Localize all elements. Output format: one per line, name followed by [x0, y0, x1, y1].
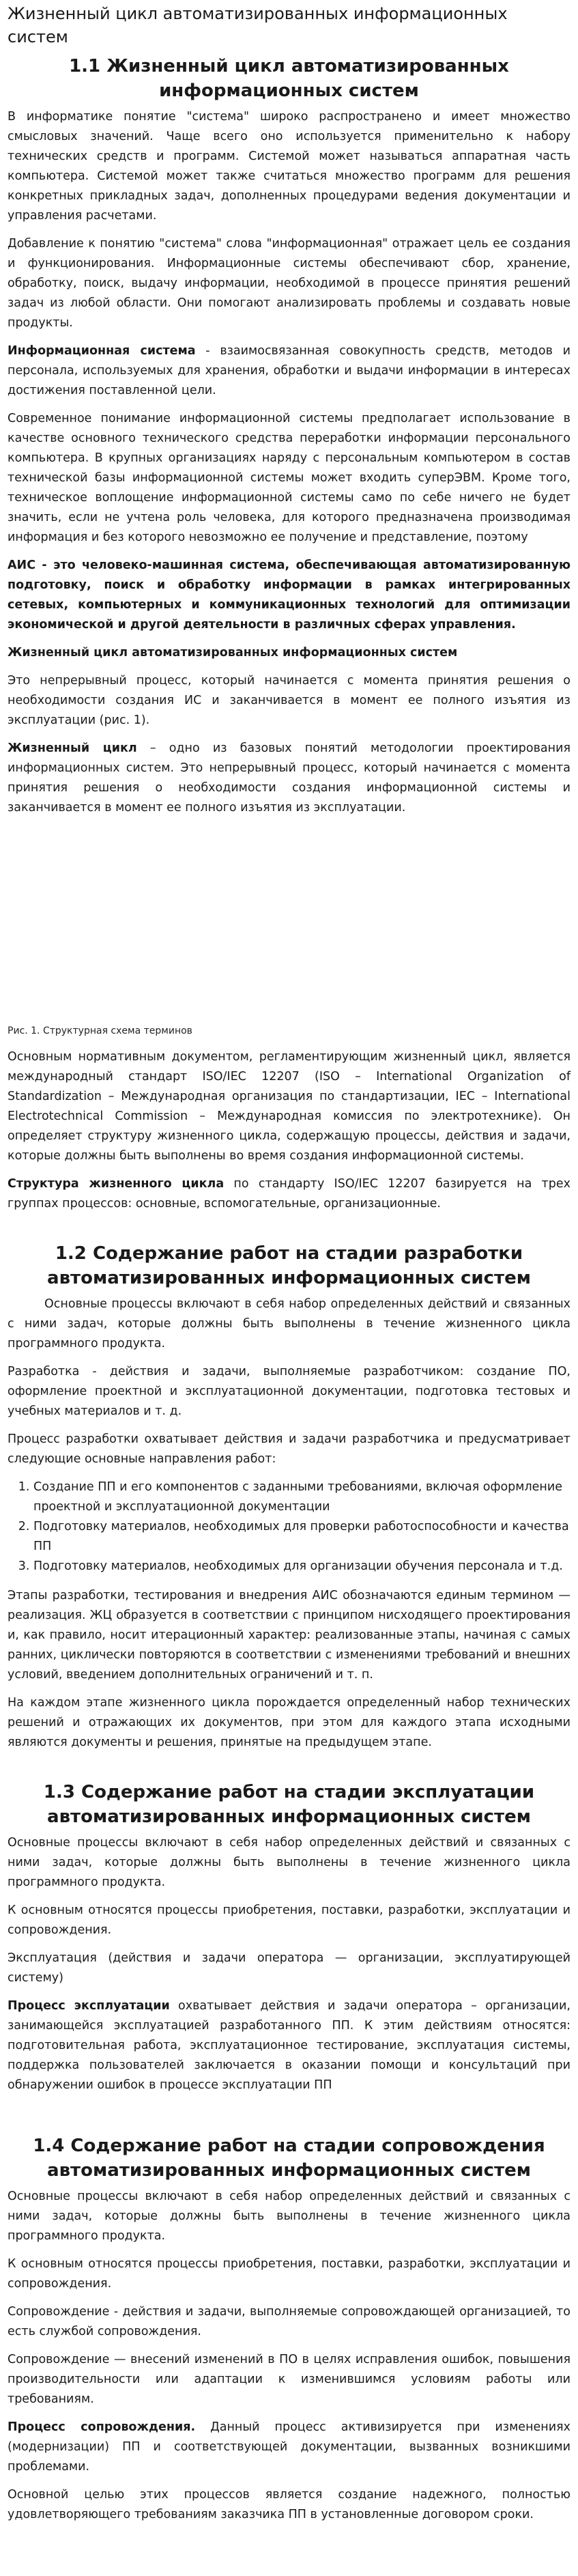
section-2-paragraph: Процесс разработки охватывает действия и задачи разработчика и предусматривает следующие основные направления работ: — [8, 1432, 570, 1466]
section-1-paragraph: Основным нормативным документом, регламентирующим жизненный цикл, является международный стандарт ISO/IEC 12207 (ISO – International Organization of Standardization – Международная организация по стандартизации, IEC – International Electrotechnical Commission – Международная комиссия по электротехнике). Он определяет структуру жизненного цикла, содержащую процессы, действия и задачи, которые должны быть выполнены во время создания информационной системы. — [8, 1050, 570, 1163]
section-3-paragraph — [8, 1996, 570, 2095]
section-1-paragraph: Добавление к понятию "система" слова "информационная" отражает цель ее создания и функционирования. Информационные системы обеспечивают сбор, хранение, обработку, поиск, выдачу информации, необходимой в процессе принятия решений задач из любой области. Они помогают анализировать проблемы и создавать новые продукты. — [8, 237, 570, 330]
section-2-paragraph: Разработка - действия и задачи, выполняемые разработчиком: создание ПО, оформление проектной и эксплуатационной документации, подготовка тестовых и учебных материалов и т. д. — [8, 1365, 570, 1418]
term-bold: Информационная система — [8, 344, 196, 358]
section-4-paragraph: Сопровождение — внесений изменений в ПО в целях исправления ошибок, повышения производительности или адаптации к изменившимся условиям работы или требованиям. — [8, 2353, 570, 2406]
section-1-paragraph: В информатике понятие "система" широко распространено и имеет множество смысловых значений. Чаще всего оно используется применительно к набору технических средств и программ. Системой может называться аппаратная часть компьютера. Системой может также считаться множество программ для решения конкретных прикладных задач, дополненных процедурами ведения документации и управления расчетами. — [8, 110, 570, 223]
section-1-paragraph — [8, 739, 570, 818]
section-4-paragraph — [8, 2418, 570, 2477]
section-1-paragraph: Это непрерывный процесс, который начинается с момента принятия решения о необходимости создания ИС и заканчивается в момент ее полного изъятия из эксплуатации (рис. 1). — [8, 674, 570, 727]
section-2-paragraph: На каждом этапе жизненного цикла порождается определенный набор технических решений и отражающих их документов, при этом для каждого этапа исходными являются документы и решения, принятые на предыдущем этапе. — [8, 1696, 570, 1749]
document-title: Жизненный цикл автоматизированных информационных систем — [8, 4, 508, 46]
section-3-paragraph: К основным относятся процессы приобретения, поставки, разработки, эксплуатации и сопровождения. — [8, 1903, 570, 1937]
paragraph-text: - взаимосвязанная совокупность средств, методов и персонала, используемых для хранения, обработки и выдачи информации в интересах достижения поставленной цели. — [8, 344, 570, 397]
section-2-paragraph: Этапы разработки, тестирования и внедрения АИС обозначаются единым термином — реализация. ЖЦ образуется в соответствии с принципом нисходящего проектирования и, как правило, носит итерационный характер: реализованные этапы, начиная с самых ранних, циклически повторяются в соответствии с изменениями требований и внешних условий, введением дополнительных ограничений и т. п. — [8, 1589, 570, 1682]
paragraph-text: Данный процесс активизируется при изменениях (модернизации) ПП и соответствующей документации, вызванных возникшими проблемами. — [8, 2420, 570, 2474]
section-2-paragraph: Основные процессы включают в себя набор определенных действий и связанных с ними задач, которые должны быть выполнены в течение жизненного цикла программного продукта. — [8, 1297, 570, 1350]
term-bold: Структура жизненного цикла — [8, 1177, 225, 1191]
development-work-list — [8, 1477, 570, 1576]
section-1-paragraph: Современное понимание информационной системы предполагает использование в качестве основного технического средства переработки информации персонального компьютера. В крупных организациях наряду с персональным компьютером в состав технической базы информационной системы может входить суперЭВМ. Кроме того, техническое воплощение информационной системы само по себе ничего не будет значить, если не учтена роль человека, для которого предназначена производимая информация и без которого невозможно ее получение и представление, поэтому — [8, 412, 570, 544]
list-item: 2. Подготовку материалов, необходимых для проверки работоспособности и качества ПП — [33, 1517, 570, 1557]
section-1-paragraph — [8, 1174, 570, 1214]
term-bold: Жизненный цикл — [8, 741, 137, 755]
ais-definition-bold: АИС - это человеко-машинная система, обеспечивающая автоматизированную подготовку, поиск и обработку информации в рамках интегрированных сетевых, компьютерных и коммуникационных технологий для оптимизации экономической и другой деятельности в различных сферах управления. — [8, 558, 570, 632]
section-3-paragraph: Основные процессы включают в себя набор определенных действий и связанных с ними задач, которые должны быть выполнены в течение жизненного цикла программного продукта. — [8, 1836, 570, 1889]
section-4-paragraph: Основной целью этих процессов является создание надежного, полностью удовлетворяющего требованиям заказчика ПП в установленные договором сроки. — [8, 2488, 570, 2521]
lifecycle-subheading — [8, 643, 570, 663]
list-item: 1. Создание ПП и его компонентов с заданными требованиями, включая оформление проектной и эксплуатационной документации — [33, 1477, 570, 1517]
paragraph-text: охватывает действия и задачи оператора – организации, занимающейся эксплуатацией разработанного ПП. К этим действиям относятся: подготовительная работа, эксплуатационное тестирование, эксплуатация системы, поддержка пользователей заключается в оказании помощи и консультаций при обнаружении ошибок в процессе эксплуатации ПП — [8, 1999, 570, 2092]
section-3-heading: 1.3 Содержание работ на стадии эксплуатации автоматизированных информационных систем — [43, 1782, 535, 1827]
section-4-paragraph: Сопровождение - действия и задачи, выполняемые сопровождающей организацией, то есть службой сопровождения. — [8, 2305, 570, 2338]
section-4-paragraph: Основные процессы включают в себя набор определенных действий и связанных с ними задач, которые должны быть выполнены в течение жизненного цикла программного продукта. — [8, 2190, 570, 2243]
section-1-heading: 1.1 Жизненный цикл автоматизированных информационных систем — [69, 56, 509, 101]
section-4-heading: 1.4 Содержание работ на стадии сопровождения автоматизированных информационных систем — [33, 2136, 545, 2181]
section-3-paragraph: Эксплуатация (действия и задачи оператора — организации, эксплуатирующей систему) — [8, 1951, 570, 1985]
term-bold: Процесс эксплуатации — [8, 1999, 170, 2013]
section-1-paragraph — [8, 341, 570, 401]
section-2-heading: 1.2 Содержание работ на стадии разработки автоматизированных информационных систем — [47, 1243, 531, 1288]
paragraph-text: по стандарту ISO/IEC 12207 базируется на трех группах процессов: основные, вспомогательные, организационные. — [8, 1177, 570, 1211]
lifecycle-subheading-bold: Жизненный цикл автоматизированных информационных систем — [8, 646, 458, 660]
section-4-paragraph: К основным относятся процессы приобретения, поставки, разработки, эксплуатации и сопровождения. — [8, 2257, 570, 2291]
figure-1-caption: Рис. 1. Структурная схема терминов — [8, 1025, 192, 1036]
paragraph-text: – одно из базовых понятий методологии проектирования информационных систем. Это непрерывный процесс, который начинается с момента принятия решения о необходимости создания информационной системы и заканчивается в момент ее полного изъятия из эксплуатации. — [8, 741, 570, 815]
ais-definition — [8, 556, 570, 635]
list-item: 3. Подготовку материалов, необходимых для организации обучения персонала и т.д. — [33, 1557, 570, 1576]
figure-1-placeholder — [8, 826, 570, 1024]
term-bold: Процесс сопровождения. — [8, 2420, 196, 2434]
